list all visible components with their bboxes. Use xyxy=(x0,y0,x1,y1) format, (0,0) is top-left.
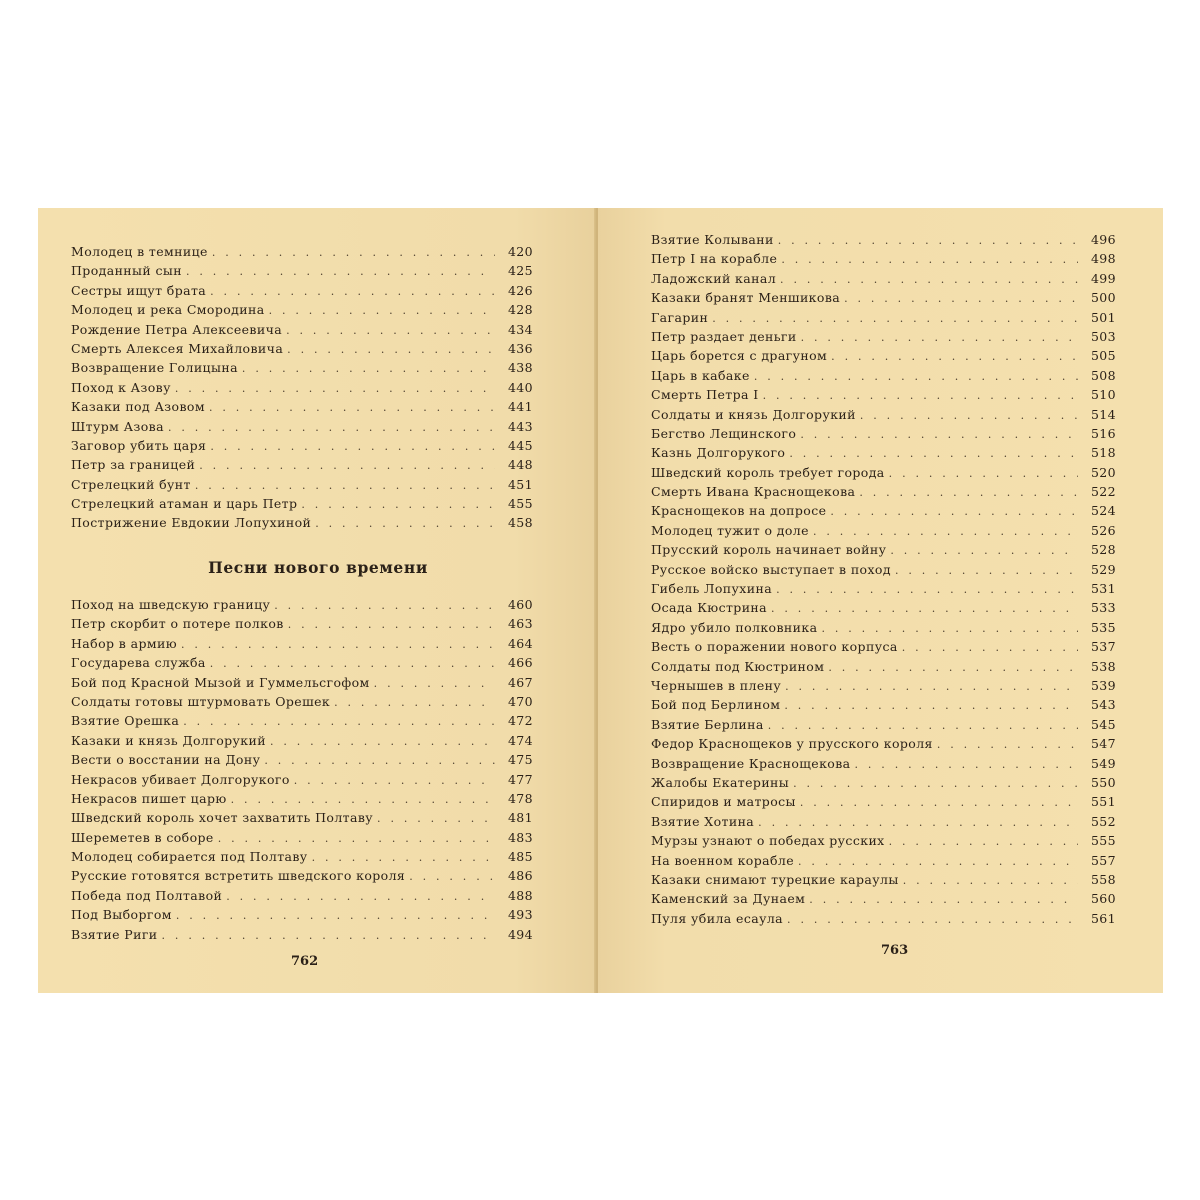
toc-entry-title: Бой под Красной Мызой и Гуммельсгофом xyxy=(71,674,370,690)
dot-leader xyxy=(768,719,1078,732)
dot-leader xyxy=(181,638,495,651)
toc-entry-title: Весть о поражении нового корпуса xyxy=(651,639,898,655)
dot-leader xyxy=(315,517,495,530)
toc-entry xyxy=(71,655,533,674)
toc-entry xyxy=(651,581,1116,600)
toc-entry-title: Некрасов убивает Долгорукого xyxy=(71,771,290,787)
toc-entry-title: Казаки и князь Долгорукий xyxy=(71,732,266,748)
toc-entry xyxy=(71,515,533,534)
toc-entry-page: 551 xyxy=(1090,794,1116,810)
toc-entry-title: Взятие Хотина xyxy=(651,813,755,829)
toc-entry-page: 522 xyxy=(1090,484,1116,500)
toc-entry-title: Под Выборгом xyxy=(71,907,172,923)
toc-entry-title: Солдаты и князь Долгорукий xyxy=(651,406,856,422)
toc-entry-title: Стрелецкий атаман и царь Петр xyxy=(71,496,298,512)
toc-entry-title: Казаки под Азовом xyxy=(71,399,205,415)
toc-entry xyxy=(71,283,533,302)
dot-leader xyxy=(789,447,1078,460)
toc-entry-page: 458 xyxy=(507,515,533,531)
toc-entry-title: Государева служба xyxy=(71,655,206,671)
toc-entry xyxy=(651,387,1116,406)
dot-leader xyxy=(859,486,1078,499)
toc-entry xyxy=(651,445,1116,464)
dot-leader xyxy=(186,265,495,278)
toc-entry-title: Гагарин xyxy=(651,309,709,325)
toc-entry xyxy=(71,322,533,341)
dot-leader xyxy=(176,909,495,922)
toc-entry-title: Казнь Долгорукого xyxy=(651,445,786,461)
toc-entry-page: 481 xyxy=(507,810,533,826)
toc-entry-page: 420 xyxy=(507,244,533,259)
toc-entry-page: 538 xyxy=(1090,658,1116,674)
toc-entry-page: 528 xyxy=(1090,542,1116,558)
toc-entry-page: 545 xyxy=(1090,716,1116,732)
dot-leader xyxy=(162,929,495,942)
dot-leader xyxy=(231,793,495,806)
toc-entry-title: Петр за границей xyxy=(71,457,196,473)
toc-entry-title: Солдаты под Кюстрином xyxy=(651,658,825,674)
toc-entry xyxy=(71,733,533,752)
dot-leader xyxy=(776,583,1078,596)
dot-leader xyxy=(937,738,1078,751)
toc-entry xyxy=(651,562,1116,581)
toc-entry xyxy=(651,891,1116,910)
toc-entry-page: 434 xyxy=(507,321,533,337)
toc-entry-title: Рождение Петра Алексеевича xyxy=(71,321,283,337)
toc-entry-page: 426 xyxy=(507,282,533,298)
toc-entry xyxy=(651,465,1116,484)
toc-entry-title: Молодец и река Смородина xyxy=(71,302,265,318)
toc-entry xyxy=(71,419,533,438)
toc-entry xyxy=(651,407,1116,426)
toc-entry-page: 518 xyxy=(1090,445,1116,461)
dot-leader xyxy=(758,816,1078,829)
toc-entry-title: Царь в кабаке xyxy=(651,367,750,383)
toc-entry-title: Шведский король хочет захватить Полтаву xyxy=(71,810,374,826)
toc-entry xyxy=(71,868,533,887)
toc-entry-title: Петр I на корабле xyxy=(651,251,778,267)
toc-entry-title: Бой под Берлином xyxy=(651,697,781,713)
toc-entry-page: 475 xyxy=(507,752,533,768)
toc-entry-page: 440 xyxy=(507,379,533,395)
toc-entry-page: 477 xyxy=(507,771,533,787)
dot-leader xyxy=(809,893,1078,906)
toc-entry-page: 464 xyxy=(507,635,533,651)
toc-entry-page: 529 xyxy=(1090,561,1116,577)
dot-leader xyxy=(754,370,1078,383)
dot-leader xyxy=(294,774,495,787)
toc-entry xyxy=(71,888,533,907)
toc-entry-title: Шереметев в соборе xyxy=(71,829,214,845)
toc-entry xyxy=(71,616,533,635)
toc-entry xyxy=(71,399,533,418)
toc-entry xyxy=(651,484,1116,503)
toc-entry-title: Смерть Ивана Краснощекова xyxy=(651,484,856,500)
toc-entry xyxy=(71,360,533,379)
dot-leader xyxy=(712,312,1078,325)
contents-list-bottom xyxy=(71,597,533,946)
open-book-spread xyxy=(38,208,1163,993)
toc-entry-page: 508 xyxy=(1090,367,1116,383)
dot-leader xyxy=(855,758,1078,771)
toc-entry-title: Казаки снимают турецкие караулы xyxy=(651,871,899,887)
dot-leader xyxy=(264,754,495,767)
toc-entry-page: 486 xyxy=(507,868,533,884)
toc-entry-page: 451 xyxy=(507,476,533,492)
toc-entry xyxy=(651,271,1116,290)
toc-entry-page: 531 xyxy=(1090,581,1116,597)
dot-leader xyxy=(889,835,1078,848)
contents-list xyxy=(651,232,1116,930)
toc-entry-page: 488 xyxy=(507,887,533,903)
toc-entry-title: Взятие Берлина xyxy=(651,716,764,732)
toc-entry-title: Смерть Петра I xyxy=(651,387,759,403)
toc-entry xyxy=(71,830,533,849)
toc-entry-title: Штурм Азова xyxy=(71,418,164,434)
toc-entry xyxy=(71,244,533,263)
toc-entry-page: 520 xyxy=(1090,464,1116,480)
toc-entry-title: Жалобы Екатерины xyxy=(651,774,790,790)
toc-entry xyxy=(651,310,1116,329)
toc-entry-title: Гибель Лопухина xyxy=(651,581,773,597)
toc-entry xyxy=(71,791,533,810)
toc-entry-page: 514 xyxy=(1090,406,1116,422)
dot-leader xyxy=(269,304,495,317)
toc-entry-title: Взятие Орешка xyxy=(71,713,180,729)
toc-entry xyxy=(71,772,533,791)
toc-entry-page: 445 xyxy=(507,437,533,453)
toc-entry-page: 438 xyxy=(507,360,533,376)
toc-entry xyxy=(71,752,533,771)
toc-entry xyxy=(651,620,1116,639)
toc-entry-title: Взятие Колывани xyxy=(651,232,774,247)
toc-entry xyxy=(651,639,1116,658)
toc-entry-page: 494 xyxy=(507,926,533,942)
dot-leader xyxy=(844,292,1078,305)
toc-entry-title: Поход на шведскую границу xyxy=(71,597,271,612)
toc-entry xyxy=(71,675,533,694)
dot-leader xyxy=(903,874,1078,887)
dot-leader xyxy=(793,777,1078,790)
toc-entry-page: 543 xyxy=(1090,697,1116,713)
dot-leader xyxy=(785,680,1078,693)
toc-entry xyxy=(651,542,1116,561)
toc-entry-title: Молодец собирается под Полтаву xyxy=(71,849,308,865)
dot-leader xyxy=(334,696,495,709)
toc-entry xyxy=(651,911,1116,930)
toc-entry xyxy=(71,636,533,655)
dot-leader xyxy=(860,409,1078,422)
dot-leader xyxy=(183,715,495,728)
section-heading: Песни нового времени xyxy=(208,558,428,577)
toc-entry-page: 557 xyxy=(1090,852,1116,868)
toc-entry-title: Победа под Полтавой xyxy=(71,887,223,903)
toc-entry xyxy=(71,694,533,713)
dot-leader xyxy=(210,440,495,453)
toc-entry-page: 496 xyxy=(1090,232,1116,247)
toc-entry xyxy=(651,736,1116,755)
dot-leader xyxy=(813,525,1078,538)
dot-leader xyxy=(409,870,495,883)
dot-leader xyxy=(763,389,1078,402)
dot-leader xyxy=(895,564,1078,577)
dot-leader xyxy=(210,657,495,670)
toc-entry xyxy=(651,756,1116,775)
toc-entry xyxy=(651,368,1116,387)
toc-entry-page: 466 xyxy=(507,655,533,671)
toc-entry-page: 547 xyxy=(1090,736,1116,752)
toc-entry xyxy=(651,348,1116,367)
toc-entry xyxy=(71,927,533,946)
toc-entry xyxy=(651,290,1116,309)
toc-entry-title: Пострижение Евдокии Лопухиной xyxy=(71,515,312,531)
toc-entry xyxy=(71,713,533,732)
page-number: 763 xyxy=(881,943,909,958)
toc-entry-title: Смерть Алексея Михайловича xyxy=(71,340,284,356)
dot-leader xyxy=(800,428,1078,441)
toc-entry-page: 463 xyxy=(507,616,533,632)
dot-leader xyxy=(780,273,1078,286)
toc-entry-page: 436 xyxy=(507,340,533,356)
dot-leader xyxy=(218,832,495,845)
toc-entry-page: 526 xyxy=(1090,522,1116,538)
toc-entry xyxy=(71,849,533,868)
toc-entry-page: 561 xyxy=(1090,910,1116,926)
toc-entry-title: Чернышев в плену xyxy=(651,677,782,693)
dot-leader xyxy=(209,401,495,414)
dot-leader xyxy=(242,362,495,375)
toc-entry-page: 501 xyxy=(1090,309,1116,325)
toc-entry-page: 549 xyxy=(1090,755,1116,771)
toc-entry-title: Некрасов пишет царю xyxy=(71,790,227,806)
toc-entry xyxy=(71,438,533,457)
toc-entry-title: Ладожский канал xyxy=(651,270,777,286)
toc-entry-title: Спиридов и матросы xyxy=(651,794,796,810)
toc-entry xyxy=(651,853,1116,872)
toc-entry-page: 537 xyxy=(1090,639,1116,655)
toc-entry xyxy=(71,380,533,399)
toc-entry-title: Прусский король начинает войну xyxy=(651,542,887,558)
toc-entry-title: Молодец в темнице xyxy=(71,244,208,259)
dot-leader xyxy=(778,234,1078,247)
toc-entry-title: Шведский король требует города xyxy=(651,464,885,480)
toc-entry-title: Взятие Риги xyxy=(71,926,158,942)
toc-entry-title: Молодец тужит о доле xyxy=(651,522,809,538)
dot-leader xyxy=(831,350,1078,363)
dot-leader xyxy=(821,622,1078,635)
toc-entry xyxy=(71,263,533,282)
toc-entry-page: 470 xyxy=(507,693,533,709)
toc-entry xyxy=(651,833,1116,852)
toc-entry-title: Федор Краснощеков у прусского короля xyxy=(651,736,933,752)
toc-entry-page: 472 xyxy=(507,713,533,729)
dot-leader xyxy=(771,602,1078,615)
dot-leader xyxy=(374,677,495,690)
toc-entry xyxy=(651,775,1116,794)
toc-entry-title: Петр раздает деньги xyxy=(651,328,797,344)
toc-entry-title: Царь борется с драгуном xyxy=(651,348,828,364)
toc-entry-title: Мурзы узнают о победах русских xyxy=(651,833,885,849)
dot-leader xyxy=(312,851,495,864)
dot-leader xyxy=(210,285,495,298)
dot-leader xyxy=(286,324,495,337)
toc-entry-page: 510 xyxy=(1090,387,1116,403)
toc-entry-page: 478 xyxy=(507,790,533,806)
toc-entry-page: 498 xyxy=(1090,251,1116,267)
right-page xyxy=(598,208,1163,993)
toc-entry-title: Петр скорбит о потере полков xyxy=(71,616,284,632)
dot-leader xyxy=(890,544,1078,557)
toc-entry-page: 516 xyxy=(1090,425,1116,441)
toc-entry-page: 441 xyxy=(507,399,533,415)
toc-entry xyxy=(651,717,1116,736)
toc-entry xyxy=(71,496,533,515)
dot-leader xyxy=(830,505,1078,518)
dot-leader xyxy=(377,812,495,825)
toc-entry xyxy=(651,659,1116,678)
toc-entry-page: 425 xyxy=(507,263,533,279)
dot-leader xyxy=(288,618,495,631)
toc-entry-title: Возвращение Краснощекова xyxy=(651,755,851,771)
toc-entry xyxy=(71,477,533,496)
toc-entry-page: 485 xyxy=(507,849,533,865)
toc-entry-title: Солдаты готовы штурмовать Орешек xyxy=(71,693,331,709)
toc-entry-title: Ядро убило полковника xyxy=(651,619,818,635)
toc-entry-title: Бегство Лещинского xyxy=(651,425,797,441)
dot-leader xyxy=(784,699,1078,712)
toc-entry xyxy=(651,329,1116,348)
dot-leader xyxy=(274,599,495,612)
toc-entry-title: Русские готовятся встретить шведского короля xyxy=(71,868,406,884)
dot-leader xyxy=(270,735,495,748)
toc-entry-page: 493 xyxy=(507,907,533,923)
toc-entry-title: Краснощеков на допросе xyxy=(651,503,827,519)
toc-entry-page: 550 xyxy=(1090,774,1116,790)
toc-entry-page: 428 xyxy=(507,302,533,318)
toc-entry xyxy=(651,426,1116,445)
dot-leader xyxy=(902,641,1078,654)
toc-entry-title: Осада Кюстрина xyxy=(651,600,768,616)
toc-entry xyxy=(651,872,1116,891)
toc-entry-page: 560 xyxy=(1090,891,1116,907)
toc-entry-title: Каменский за Дунаем xyxy=(651,891,806,907)
dot-leader xyxy=(175,382,495,395)
dot-leader xyxy=(168,421,495,434)
toc-entry xyxy=(651,232,1116,251)
toc-entry-page: 500 xyxy=(1090,290,1116,306)
toc-entry-title: Вести о восстании на Дону xyxy=(71,752,261,768)
toc-entry xyxy=(651,523,1116,542)
contents-list-top xyxy=(71,244,533,535)
left-page xyxy=(38,208,598,993)
toc-entry xyxy=(651,503,1116,522)
toc-entry xyxy=(71,810,533,829)
page-number: 762 xyxy=(291,954,319,969)
dot-leader xyxy=(889,467,1078,480)
toc-entry-title: Проданный сын xyxy=(71,263,182,279)
toc-entry-page: 499 xyxy=(1090,270,1116,286)
toc-entry xyxy=(651,251,1116,270)
toc-entry-page: 524 xyxy=(1090,503,1116,519)
dot-leader xyxy=(287,343,495,356)
toc-entry-page: 552 xyxy=(1090,813,1116,829)
toc-entry xyxy=(71,457,533,476)
toc-entry-page: 533 xyxy=(1090,600,1116,616)
toc-entry-page: 539 xyxy=(1090,677,1116,693)
toc-entry-title: Казаки бранят Меншикова xyxy=(651,290,841,306)
toc-entry xyxy=(71,302,533,321)
dot-leader xyxy=(781,253,1078,266)
dot-leader xyxy=(226,890,495,903)
dot-leader xyxy=(787,913,1078,926)
dot-leader xyxy=(212,246,495,259)
toc-entry xyxy=(651,678,1116,697)
toc-entry xyxy=(71,341,533,360)
toc-entry-title: На военном корабле xyxy=(651,852,795,868)
toc-entry-title: Возвращение Голицына xyxy=(71,360,238,376)
dot-leader xyxy=(800,796,1078,809)
toc-entry-title: Поход к Азову xyxy=(71,379,171,395)
toc-entry-page: 558 xyxy=(1090,871,1116,887)
toc-entry-page: 474 xyxy=(507,732,533,748)
toc-entry xyxy=(71,597,533,616)
toc-entry-page: 443 xyxy=(507,418,533,434)
toc-entry xyxy=(651,697,1116,716)
toc-entry-page: 555 xyxy=(1090,833,1116,849)
dot-leader xyxy=(301,498,495,511)
toc-entry-page: 505 xyxy=(1090,348,1116,364)
dot-leader xyxy=(798,855,1078,868)
toc-entry-page: 455 xyxy=(507,496,533,512)
toc-entry xyxy=(651,814,1116,833)
toc-entry xyxy=(651,794,1116,813)
toc-entry-title: Пуля убила есаула xyxy=(651,910,784,926)
toc-entry-title: Сестры ищут брата xyxy=(71,282,207,298)
dot-leader xyxy=(801,331,1078,344)
toc-entry-page: 448 xyxy=(507,457,533,473)
toc-entry-title: Русское войско выступает в поход xyxy=(651,561,891,577)
toc-entry xyxy=(651,600,1116,619)
dot-leader xyxy=(195,479,495,492)
toc-entry-page: 483 xyxy=(507,829,533,845)
toc-entry-page: 535 xyxy=(1090,619,1116,635)
toc-entry-title: Стрелецкий бунт xyxy=(71,476,191,492)
dot-leader xyxy=(199,459,495,472)
toc-entry-page: 467 xyxy=(507,674,533,690)
dot-leader xyxy=(828,661,1078,674)
toc-entry-title: Заговор убить царя xyxy=(71,437,207,453)
toc-entry-title: Набор в армию xyxy=(71,635,177,651)
toc-entry-page: 503 xyxy=(1090,328,1116,344)
toc-entry-page: 460 xyxy=(507,597,533,612)
toc-entry xyxy=(71,907,533,926)
